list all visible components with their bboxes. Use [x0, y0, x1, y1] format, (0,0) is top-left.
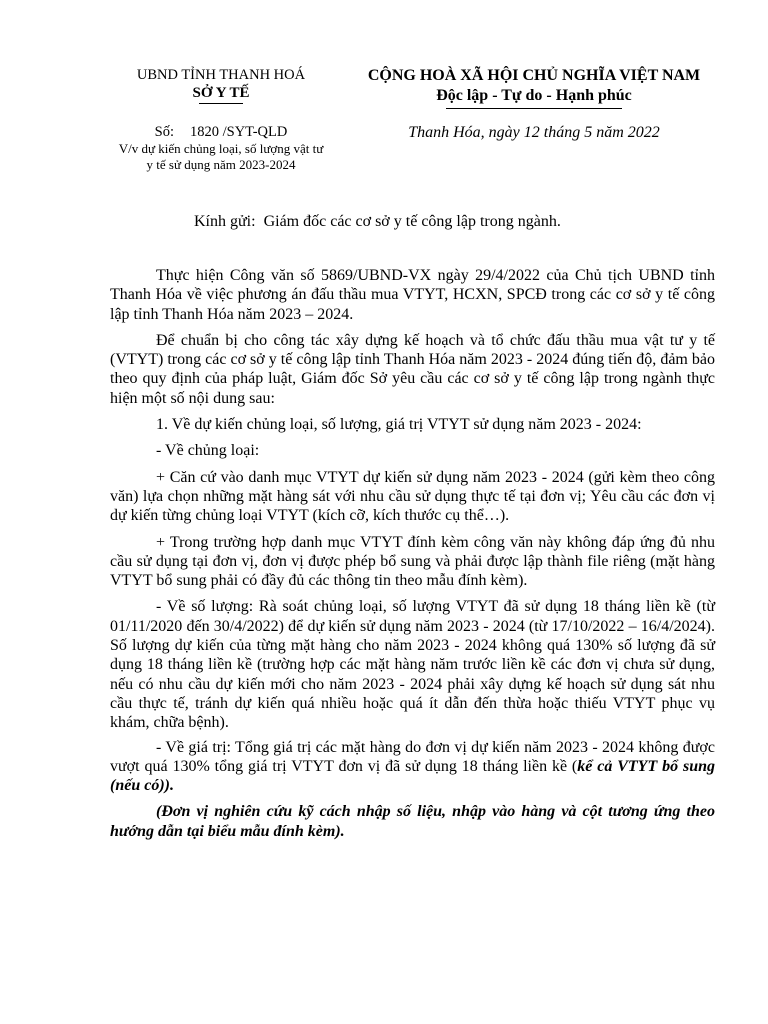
price-paragraph [110, 738, 715, 796]
subject-line-2: y tế sử dụng năm 2023-2024 [146, 157, 296, 172]
nation-motto: Độc lập - Tự do - Hạnh phúc [436, 87, 632, 104]
recipient-text: Giám đốc các cơ sở y tế công lập trong ngành. [263, 213, 561, 230]
type-item-1: + Căn cứ vào danh mục VTYT dự kiến sử dụng năm 2023 - 2024 (gửi kèm theo công văn) lựa chọn những mặt hàng sát với nhu cầu sử dụng thực tế tại đơn vị; Yêu cầu các đơn vị dự kiến từng chủng loại VTYT (kích cỡ, kích thước cụ thể…). [110, 468, 715, 525]
instruction-note: (Đơn vị nghiên cứu kỹ cách nhập số liệu, nhập vào hàng và cột tương ứng theo hướng dẫn tại biểu mẫu đính kèm). [110, 803, 715, 840]
issuer-dept: SỞ Y TẾ [192, 85, 250, 101]
nation-title: CỘNG HOÀ XÃ HỘI CHỦ NGHĨA VIỆT NAM [367, 67, 701, 84]
motto-underline [446, 108, 622, 109]
issuer-block [92, 66, 350, 173]
document-date: Thanh Hóa, ngày 12 tháng 5 năm 2022 [408, 124, 660, 141]
body-paragraph-1: Thực hiện Công văn số 5869/UBND-VX ngày 29/4/2022 của Chủ tịch UBND tỉnh Thanh Hóa về việc phương án đấu thầu mua VTYT, HCXN, SPCĐ trong các cơ sở y tế công lập tỉnh Thanh Hóa năm 2023 – 2024. [110, 267, 715, 323]
recipient-label: Kính gửi: [194, 213, 256, 230]
document-number-value: 1820 /SYT-QLD [189, 124, 288, 140]
quantity-paragraph: - Về số lượng: Rà soát chủng loại, số lượng VTYT đã sử dụng 18 tháng liền kề (từ 01/11/2020 đến 30/4/2022) để dự kiến sử dụng năm 2023 - 2024 (từ 17/10/2022 – 16/4/2024). Số lượng dự kiến của từng mặt hàng cho năm 2023 - 2024 không quá 130% số lượng đã sử dụng 18 tháng liền kề (trường hợp các mặt hàng năm trước liền kề các đơn vị chưa sử dụng, nếu có nhu cầu dự kiến mới cho năm 2023 - 2024 phải xây dựng kế hoạch sử dụng sát nhu cầu thực tế, tránh dự kiến quá nhiều hoặc quá ít dẫn đến thừa hoặc thiếu VTYT phục vụ khám, chữa bệnh). [110, 598, 715, 732]
document-number [92, 123, 350, 141]
body-paragraph-2: Để chuẩn bị cho công tác xây dựng kế hoạch và tổ chức đấu thầu mua vật tư y tế (VTYT) trong các cơ sở y tế công lập tỉnh Thanh Hóa năm 2023 - 2024 đúng tiến độ, đảm bảo theo quy định của pháp luật, Giám đốc Sở yêu cầu các cơ sở y tế công lập trong ngành thực hiện một số nội dung sau: [110, 331, 715, 407]
subject-line-1: V/v dự kiến chủng loại, số lượng vật tư [118, 141, 324, 156]
dept-underline [199, 103, 243, 104]
national-header [355, 66, 713, 143]
document-number-label: Số: [154, 124, 174, 140]
type-heading: - Về chủng loại: [156, 442, 260, 460]
section-1-heading: 1. Về dự kiến chủng loại, số lượng, giá trị VTYT sử dụng năm 2023 - 2024: [156, 416, 642, 434]
issuer-org: UBND TỈNH THANH HOÁ [136, 67, 306, 83]
price-text: - Về giá trị: Tổng giá trị các mặt hàng do đơn vị dự kiến năm 2023 - 2024 không được vượt quá 130% tổng giá trị VTYT đơn vị đã sử dụng 18 tháng liền kề ( [110, 738, 715, 775]
price-emphasis: kể cả VTYT bổ sung (nếu có)). [110, 757, 716, 795]
document-body [110, 266, 715, 848]
recipient-line [194, 212, 561, 232]
type-item-2: + Trong trường hợp danh mục VTYT đính kèm công văn này không đáp ứng đủ nhu cầu sử dụng tại đơn vị, đơn vị được phép bổ sung và phải được lập thành file riêng (mặt hàng VTYT bổ sung phải có đầy đủ các thông tin theo mẫu đính kèm). [110, 533, 715, 590]
